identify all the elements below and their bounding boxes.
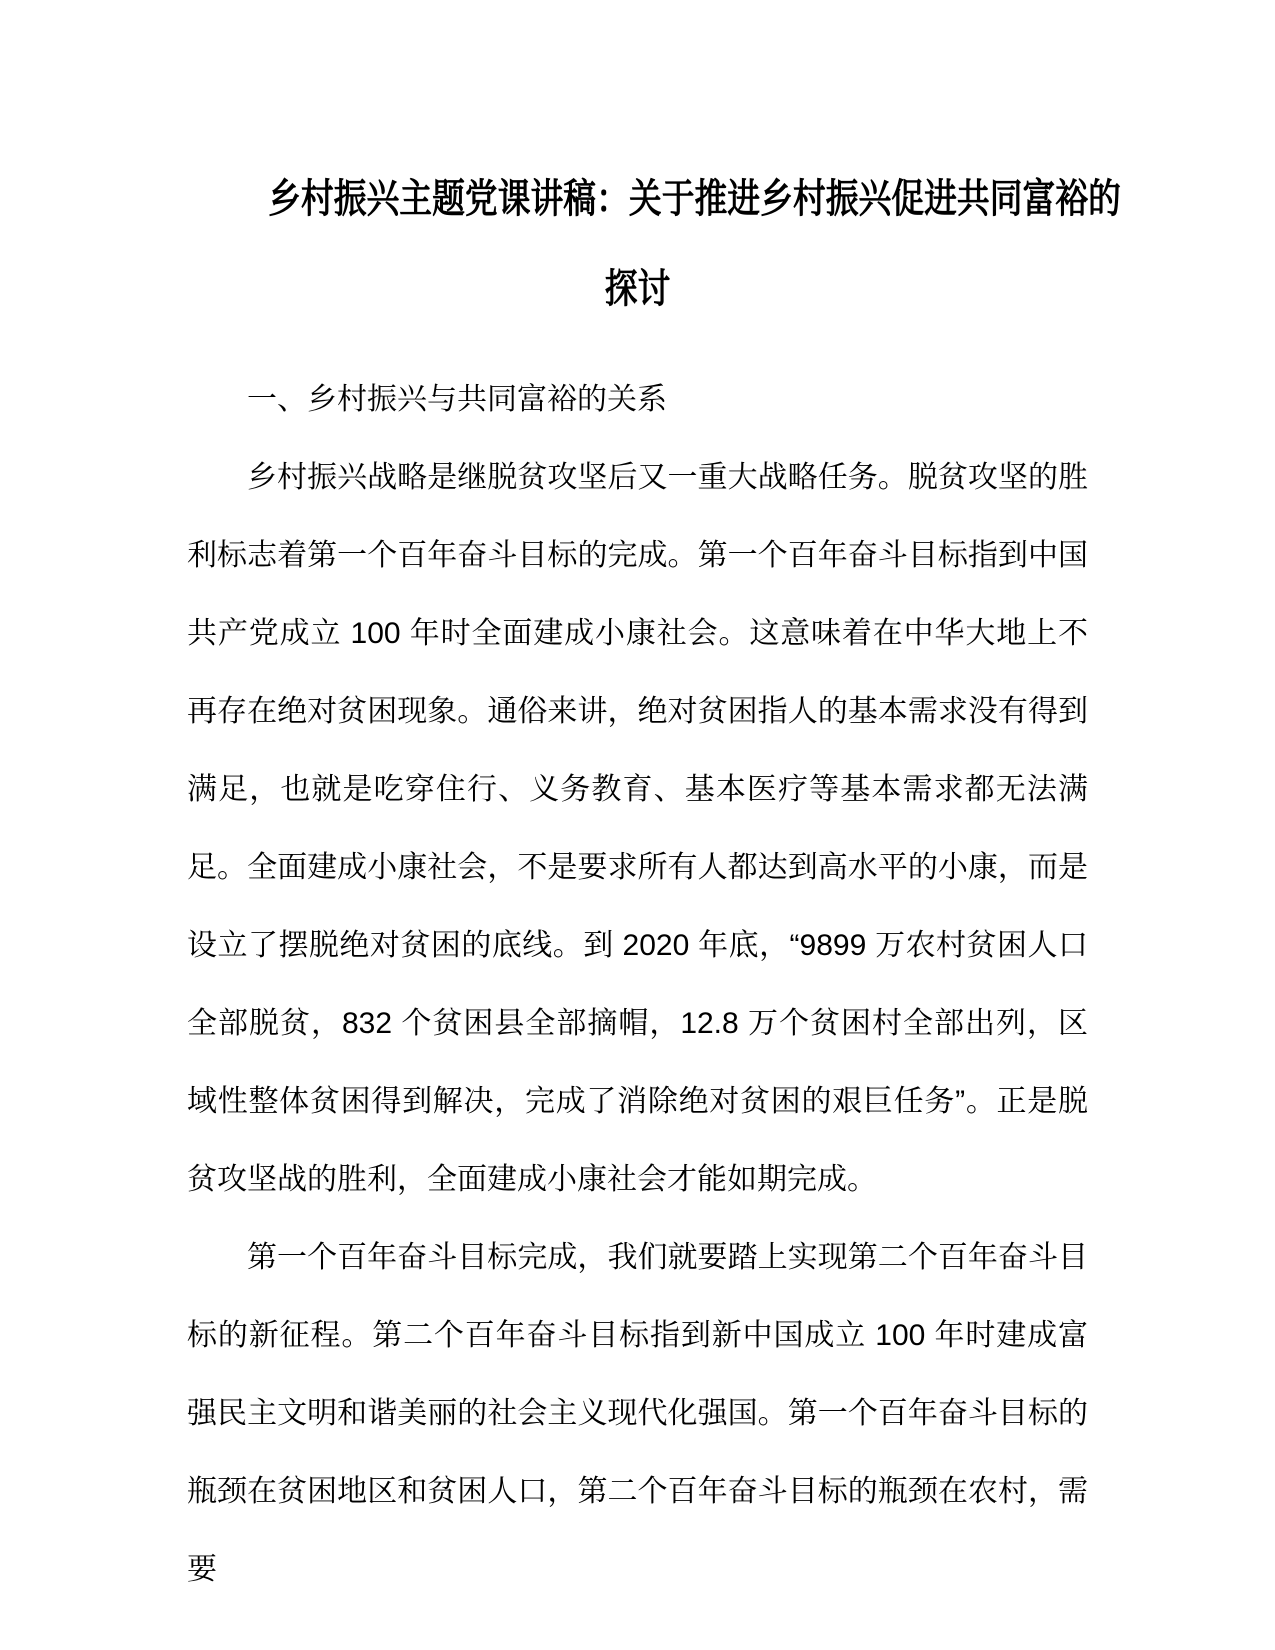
- document-body: [187, 361, 1088, 1609]
- document-title-line-1: 乡村振兴主题党课讲稿：关于推进乡村振兴促进共同富裕的: [268, 176, 1121, 221]
- document-title-line-2: 探讨: [604, 266, 671, 311]
- document-title: [187, 154, 1121, 334]
- section-heading: 一、乡村振兴与共同富裕的关系: [247, 382, 667, 416]
- paragraph-2: 第一个百年奋斗目标完成，我们就要踏上实现第二个百年奋斗目标的新征程。第二个百年奋斗目标指到新中国成立 100 年时建成富强民主文明和谐美丽的社会主义现代化强国。第一个百年奋斗目标的瓶颈在贫困地区和贫困人口，第二个百年奋斗目标的瓶颈在农村，需要: [187, 1240, 1088, 1586]
- paragraph-1: 乡村振兴战略是继脱贫攻坚后又一重大战略任务。脱贫攻坚的胜利标志着第一个百年奋斗目标的完成。第一个百年奋斗目标指到中国共产党成立 100 年时全面建成小康社会。这意味着在中华大地上不再存在绝对贫困现象。通俗来讲，绝对贫困指人的基本需求没有得到满足，也就是吃穿住行、义务教育、基本医疗等基本需求都无法满足。全面建成小康社会，不是要求所有人都达到高水平的小康，而是设立了摆脱绝对贫困的底线。到 2020 年底，“9899 万农村贫困人口全部脱贫，832 个贫困县全部摘帽，12.8 万个贫困村全部出列，区域性整体贫困得到解决，完成了消除绝对贫困的艰巨任务”。正是脱贫攻坚战的胜利，全面建成小康社会才能如期完成。: [187, 460, 1088, 1196]
